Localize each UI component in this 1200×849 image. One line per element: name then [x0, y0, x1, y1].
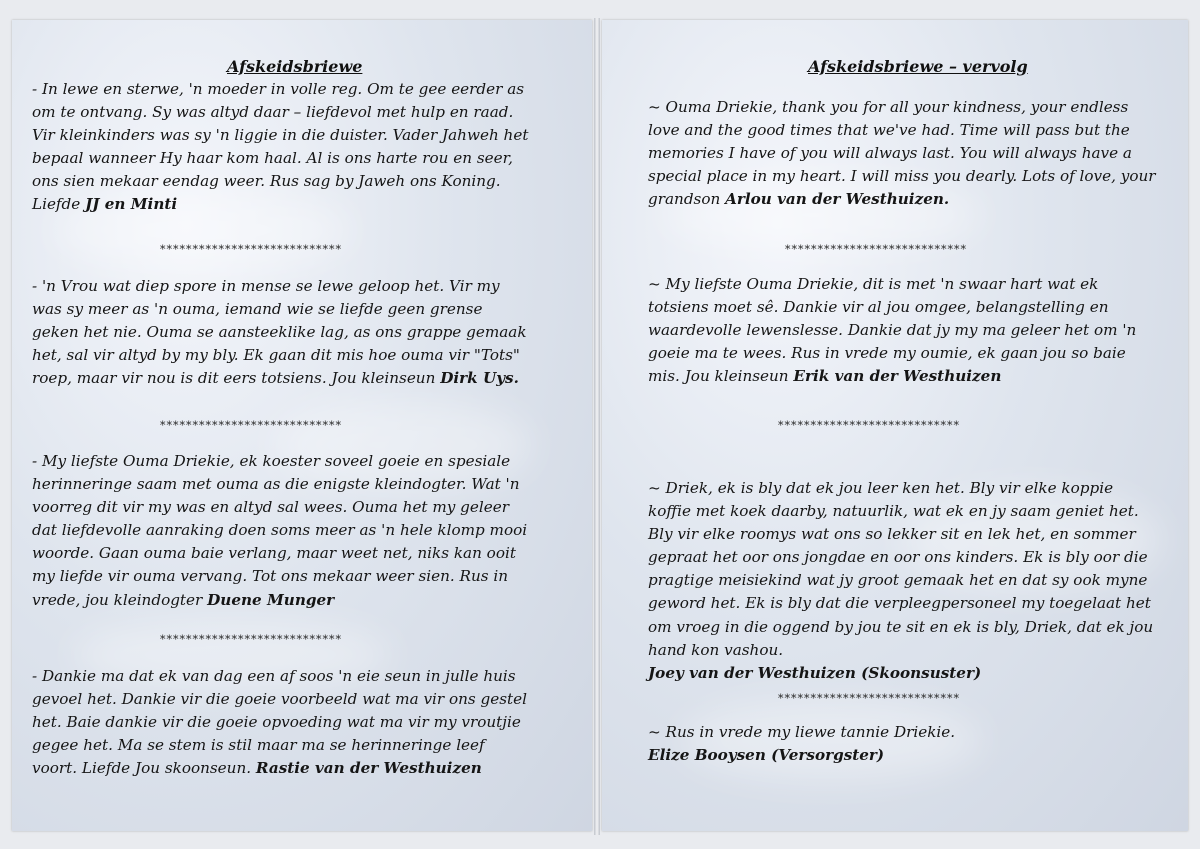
page-spine — [594, 18, 600, 835]
separator: **************************** — [160, 243, 342, 256]
letter-jj-en-minti — [32, 78, 530, 217]
separator: **************************** — [778, 419, 960, 432]
letter-text: ~ Driek, ek is bly dat ek jou leer ken het. Bly vir elke koppie koffie met koek daarby, natuurlik, wat ek en jy saam geniet het. Bly vir elke roomys wat ons so lekker sit en lek het, en sommer gepraat het oor ons jongdae en oor ons kinders. Ek is bly oor die pragtige meisiekind wat jy groot gemaak het en dat sy ook myne geword het. Ek is bly dat die verpleegpersoneel my toegelaat het om vroeg in die oggend by jou te sit en ek is bly, Driek, dat ek jou hand kon vashou. — [648, 479, 1154, 659]
letter-arlou — [648, 96, 1160, 211]
letter-rastie — [32, 665, 530, 780]
letter-signature: JJ en Minti — [85, 195, 178, 214]
letter-text: ~ Ouma Driekie, thank you for all your kindness, your endless love and the good times that we've had. Time will pass but the memories I have of you will always last. You will always have a special place in my heart. I will miss you dearly. Lots of love, your grandson — [648, 98, 1156, 209]
separator: **************************** — [160, 419, 342, 432]
right-page-heading: Afskeidsbriewe – vervolg — [808, 57, 1028, 76]
left-page-heading: Afskeidsbriewe — [227, 57, 363, 76]
separator: **************************** — [160, 633, 342, 646]
letter-text: ~ Rus in vrede my liewe tannie Driekie. — [648, 723, 956, 741]
separator: **************************** — [778, 692, 960, 705]
letter-signature: Duene Munger — [207, 590, 335, 609]
letter-joey — [648, 477, 1160, 685]
letter-signature: Arlou van der Westhuizen. — [725, 190, 950, 209]
letter-signature: Joey van der Westhuizen (Skoonsuster) — [648, 663, 982, 682]
letter-dirk-uys — [32, 275, 530, 390]
letter-elize — [648, 721, 1160, 767]
letter-signature: Dirk Uys. — [440, 369, 519, 388]
separator: **************************** — [785, 243, 967, 256]
letter-text: - In lewe en sterwe, 'n moeder in volle reg. Om te gee eerder as om te ontvang. Sy was altyd daar – liefdevol met hulp en raad. Vir kleinkinders was sy 'n liggie in die duister. Vader Jahweh het bepaal wanneer Hy haar kom haal. Al is ons harte rou en seer, ons sien mekaar eendag weer. Rus sag by Jaweh ons Koning. Liefde — [32, 80, 529, 214]
letter-text: - My liefste Ouma Driekie, ek koester soveel goeie en spesiale herinneringe saam met ouma as die enigste kleindogter. Wat 'n voorreg dit vir my was en altyd sal wees. Ouma het my geleer dat liefdevolle aanraking doen soms meer as 'n hele klomp mooi woorde. Gaan ouma baie verlang, maar weet net, niks kan ooit my liefde vir ouma vervang. Tot ons mekaar weer sien. Rus in vrede, jou kleindogter — [32, 452, 528, 609]
letter-erik — [648, 273, 1160, 388]
letter-text: - Dankie ma dat ek van dag een af soos 'n eie seun in julle huis gevoel het. Dankie vir die goeie voorbeeld wat ma vir ons gestel het. Baie dankie vir die goeie opvoeding wat ma vir my vroutjie gegee het. Ma se stem is stil maar ma se herinneringe leef voort. Liefde Jou skoonseun. — [32, 667, 527, 778]
letter-signature: Erik van der Westhuizen — [793, 367, 1002, 386]
letter-signature: Rastie van der Westhuizen — [255, 759, 482, 778]
letter-duene-munger — [32, 450, 530, 612]
letter-text: ~ My liefste Ouma Driekie, dit is met 'n swaar hart wat ek totsiens moet sê. Dankie vir al jou omgee, belangstelling en waardevolle lewenslesse. Dankie dat jy my ma geleer het om 'n goeie ma te wees. Rus in vrede my oumie, ek gaan jou so baie mis. Jou kleinseun — [648, 275, 1137, 386]
letter-text: - 'n Vrou wat diep spore in mense se lewe geloop het. Vir my was sy meer as 'n ouma, iemand wie se liefde geen grense geken het nie. Ouma se aansteeklike lag, as ons grappe gemaak het, sal vir altyd by my bly. Ek gaan dit mis hoe ouma vir "Tots" roep, maar vir nou is dit eers totsiens. Jou kleinseun — [32, 277, 527, 388]
letter-signature: Elize Booysen (Versorgster) — [648, 746, 885, 765]
